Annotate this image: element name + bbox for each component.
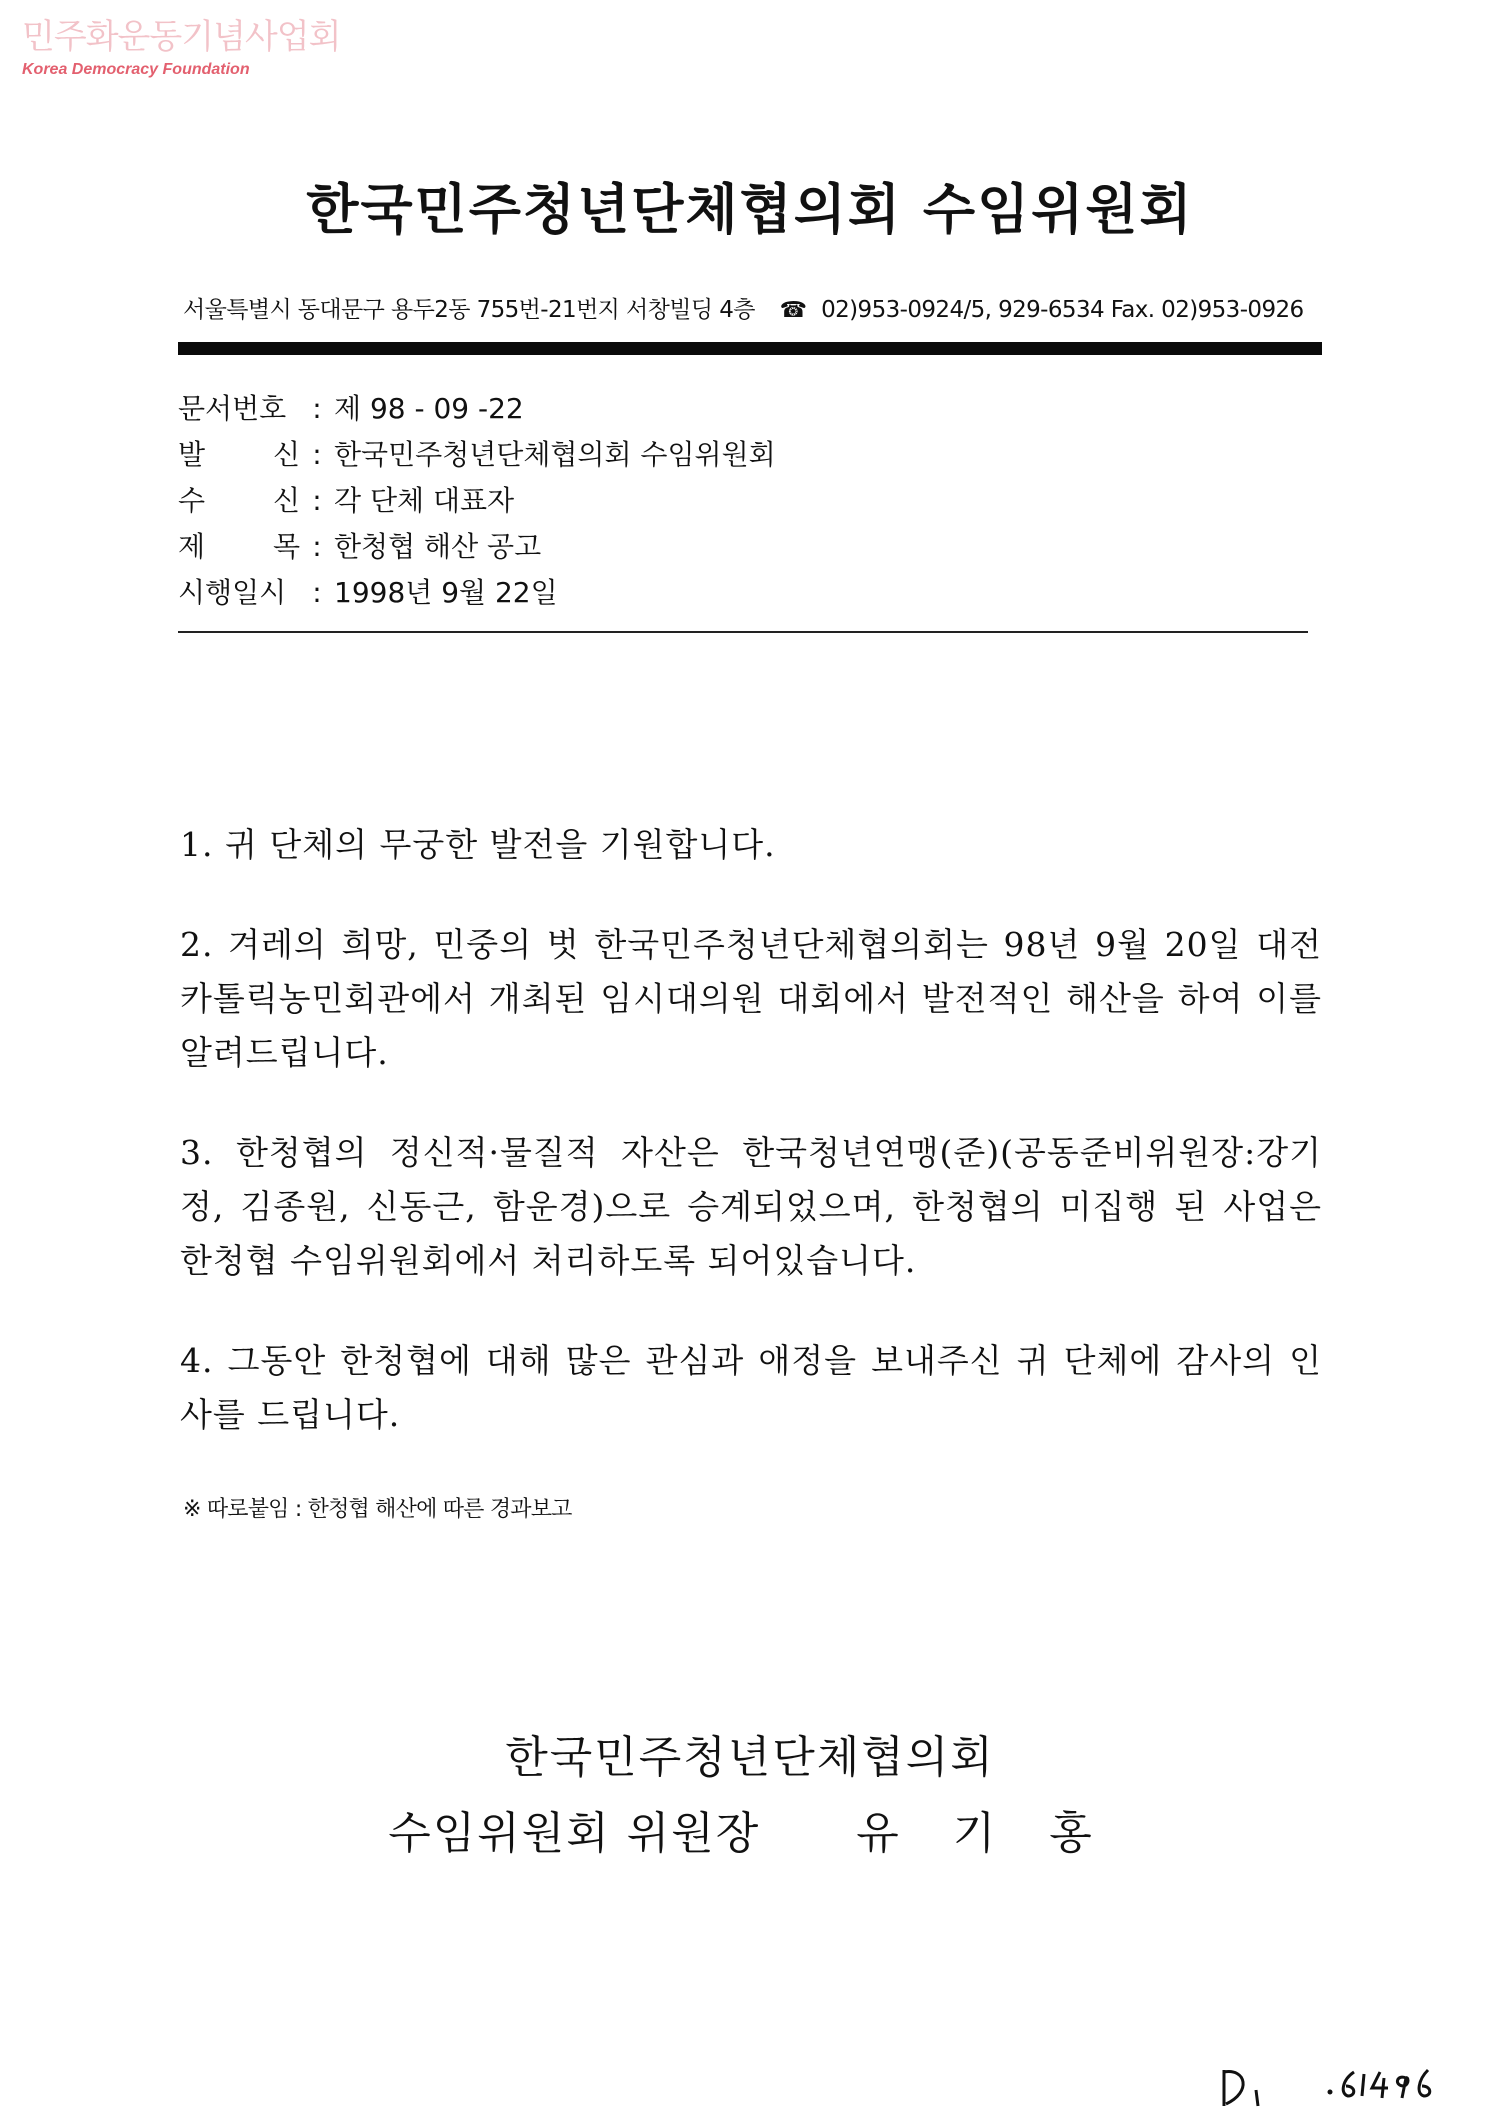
handwritten-stroke	[1397, 2077, 1408, 2098]
address-line	[183, 293, 1323, 328]
paragraph-4: 4. 그동안 한청협에 대해 많은 관심과 애정을 보내주신 귀 단체에 감사의 인사를 드립니다.	[180, 1341, 1322, 1434]
meta-divider	[178, 631, 1308, 633]
meta-value: 한청협 해산 공고	[334, 530, 542, 563]
phone-icon: ☎	[779, 298, 807, 323]
paragraph-1: 1. 귀 단체의 무궁한 발전을 기원합니다.	[180, 825, 776, 864]
signature-position-line	[300, 1796, 1200, 1872]
handwritten-stroke	[1343, 2072, 1354, 2096]
meta-colon: :	[312, 530, 322, 563]
address-text: 서울특별시 동대문구 용두2동 755번-21번지 서창빌딩 4층	[183, 297, 755, 323]
meta-row-document-number	[178, 386, 1308, 432]
document-meta	[178, 386, 1308, 616]
meta-row-recipient	[178, 478, 1308, 524]
meta-row-subject	[178, 524, 1308, 570]
letter-body	[180, 818, 1322, 1488]
header-divider	[178, 342, 1322, 355]
document-title: 한국민주청년단체협의회 수임위원회	[306, 178, 1194, 241]
meta-colon: :	[312, 392, 322, 425]
signature-name: 유 기 홍	[856, 1808, 1112, 1859]
watermark-korean: 민주화운동기념사업회	[22, 17, 341, 57]
meta-value: 1998년 9월 22일	[334, 576, 558, 609]
handwritten-stroke	[1419, 2070, 1430, 2096]
signature-org: 한국민주청년단체협의회	[505, 1732, 995, 1783]
paragraph-2: 2. 겨레의 희망, 민중의 벗 한국민주청년단체협의회는 98년 9월 20일 대전 카톨릭농민회관에서 개최된 임시대의원 대회에서 발전적인 해산을 하여 이를 알려드립니다.	[180, 925, 1322, 1072]
handwritten-dot	[1328, 2090, 1333, 2095]
meta-key: 시행일시	[178, 576, 287, 609]
meta-colon: :	[312, 576, 322, 609]
meta-row-effective-date	[178, 570, 1308, 616]
meta-key: 문서번호	[178, 392, 287, 425]
handwritten-stroke	[1224, 2070, 1243, 2106]
meta-key: 발 신	[178, 438, 300, 471]
handwritten-archive-mark	[1216, 2062, 1456, 2112]
handwritten-stroke	[1256, 2090, 1258, 2106]
signature-block	[300, 1720, 1200, 1872]
foundation-watermark	[22, 16, 342, 80]
meta-value: 각 단체 대표자	[334, 484, 515, 517]
meta-key: 제 목	[178, 530, 300, 563]
paragraph-3: 3. 한청협의 정신적·물질적 자산은 한국청년연맹(준)(공동준비위원장:강기정, 김종원, 신동근, 함운경)으로 승계되었으며, 한청협의 미집행 된 사업은 한청협 수임위원회에서 처리하도록 되어있습니다.	[180, 1133, 1322, 1280]
meta-value: 한국민주청년단체협의회 수임위원회	[334, 438, 776, 471]
watermark-english: Korea Democracy Foundation	[22, 61, 250, 78]
handwritten-stroke	[1362, 2074, 1364, 2096]
meta-key: 수 신	[178, 484, 300, 517]
phone-fax-text: 02)953-0924/5, 929-6534 Fax. 02)953-0926	[821, 297, 1304, 323]
handwritten-stroke	[1372, 2072, 1388, 2098]
meta-value: 제 98 - 09 -22	[334, 392, 524, 425]
meta-colon: :	[312, 438, 322, 471]
meta-colon: :	[312, 484, 322, 517]
attachment-note: ※ 따로붙임 : 한청협 해산에 따른 경과보고	[183, 1497, 572, 1522]
meta-row-sender	[178, 432, 1308, 478]
signature-position: 수임위원회 위원장	[388, 1808, 761, 1859]
